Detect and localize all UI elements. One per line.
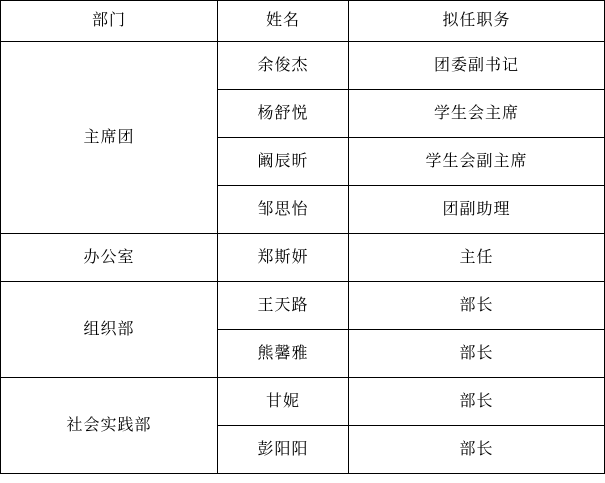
name-cell: 杨舒悦: [218, 90, 349, 138]
position-cell: 部长: [349, 378, 605, 426]
name-cell: 邹思怡: [218, 186, 349, 234]
name-cell: 彭阳阳: [218, 426, 349, 474]
position-cell: 团委副书记: [349, 42, 605, 90]
name-cell: 熊馨雅: [218, 330, 349, 378]
department-cell: 社会实践部: [1, 378, 218, 474]
table-row: [1, 234, 605, 282]
name-cell: 甘妮: [218, 378, 349, 426]
name-cell: 余俊杰: [218, 42, 349, 90]
name-cell: 阚辰昕: [218, 138, 349, 186]
column-header-department: 部门: [1, 1, 218, 42]
position-cell: 部长: [349, 330, 605, 378]
table-row: [1, 282, 605, 330]
name-cell: 郑斯妍: [218, 234, 349, 282]
department-cell: 主席团: [1, 42, 218, 234]
table-header-row: [1, 1, 605, 42]
department-cell: 办公室: [1, 234, 218, 282]
table-row: [1, 378, 605, 426]
column-header-name: 姓名: [218, 1, 349, 42]
roster-table-body: [1, 1, 605, 474]
department-cell: 组织部: [1, 282, 218, 378]
position-cell: 学生会主席: [349, 90, 605, 138]
position-cell: 学生会副主席: [349, 138, 605, 186]
position-cell: 团副助理: [349, 186, 605, 234]
position-cell: 主任: [349, 234, 605, 282]
position-cell: 部长: [349, 426, 605, 474]
name-cell: 王天路: [218, 282, 349, 330]
column-header-position: 拟任职务: [349, 1, 605, 42]
table-row: [1, 42, 605, 90]
position-cell: 部长: [349, 282, 605, 330]
